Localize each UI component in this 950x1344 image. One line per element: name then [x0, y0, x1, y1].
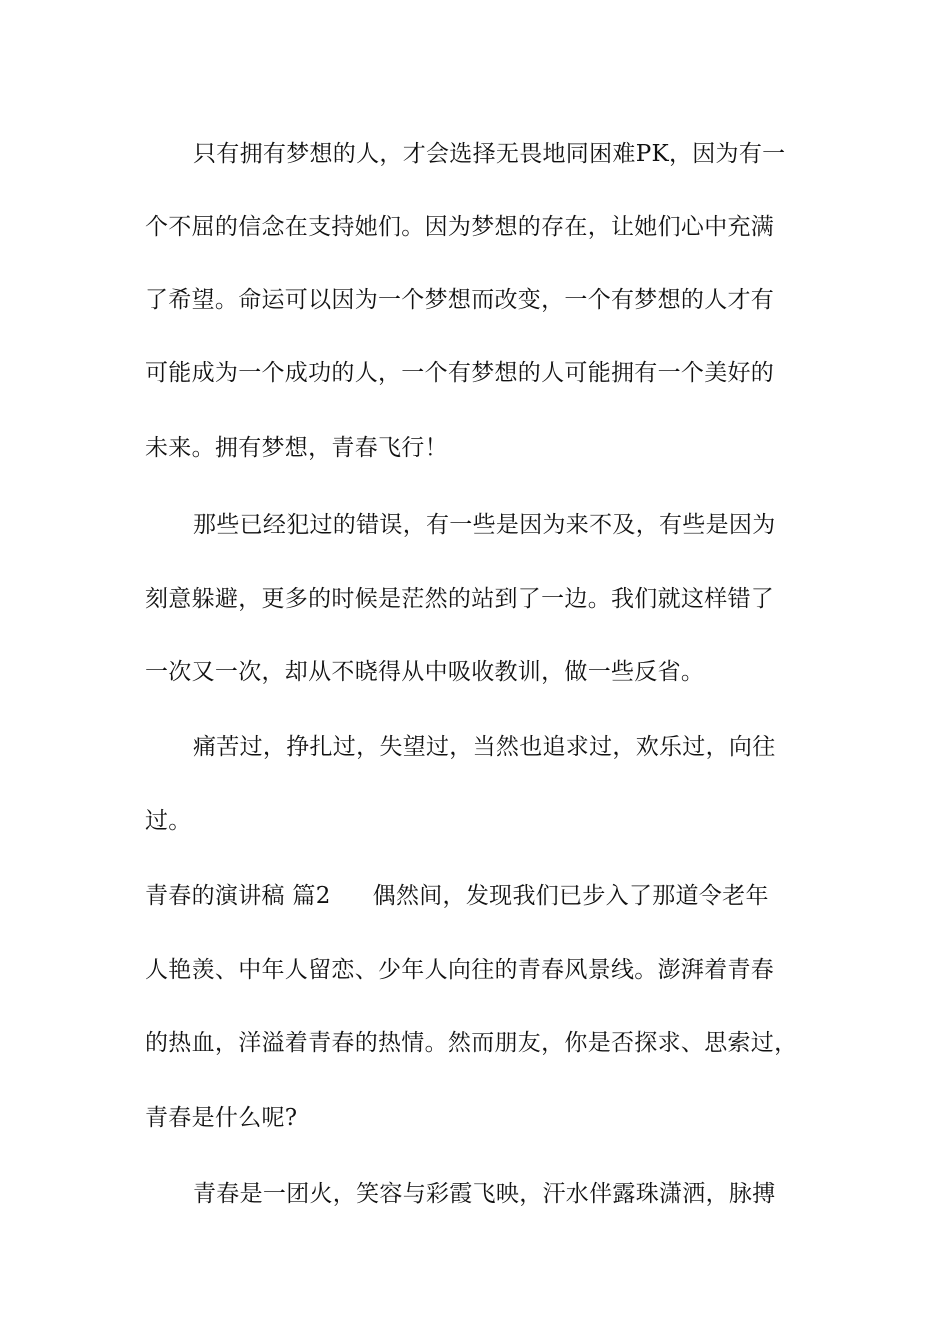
paragraph-line: 痛苦过，挣扎过，失望过，当然也追求过，欢乐过，向往: [193, 734, 776, 760]
paragraph-line: 青春是一团火，笑容与彩霞飞映，汗水伴露珠潇洒，脉搏: [193, 1181, 776, 1207]
section-heading-line: [145, 880, 835, 912]
section-heading: 青春的演讲稿 篇2: [145, 883, 331, 909]
paragraph-line: 未来。拥有梦想，青春飞行！: [145, 435, 448, 461]
paragraph-line: 青春是什么呢?: [145, 1105, 298, 1131]
paragraph-line: 人艳羡、中年人留恋、少年人向往的青春风景线。澎湃着青春: [145, 957, 775, 983]
paragraph-line: 那些已经犯过的错误，有一些是因为来不及，有些是因为: [193, 512, 776, 538]
paragraph-line: 的热血，洋溢着青春的热情。然而朋友，你是否探求、思索过，: [145, 1030, 798, 1056]
paragraph-line: 个不屈的信念在支持她们。因为梦想的存在，让她们心中充满: [145, 214, 775, 240]
paragraph-line: 了希望。命运可以因为一个梦想而改变，一个有梦想的人才有: [145, 287, 775, 313]
paragraph-line: 过。: [145, 808, 192, 834]
paragraph-line: 只有拥有梦想的人，才会选择无畏地同困难PK，因为有一: [193, 141, 786, 167]
paragraph-line: 一次又一次，却从不晓得从中吸收教训，做一些反省。: [145, 659, 705, 685]
paragraph-line: 可能成为一个成功的人，一个有梦想的人可能拥有一个美好的: [145, 360, 775, 386]
paragraph-line-fragment: 偶然间，发现我们已步入了那道令老年: [372, 883, 769, 909]
paragraph-line: 刻意躲避，更多的时候是茫然的站到了一边。我们就这样错了: [145, 586, 775, 612]
